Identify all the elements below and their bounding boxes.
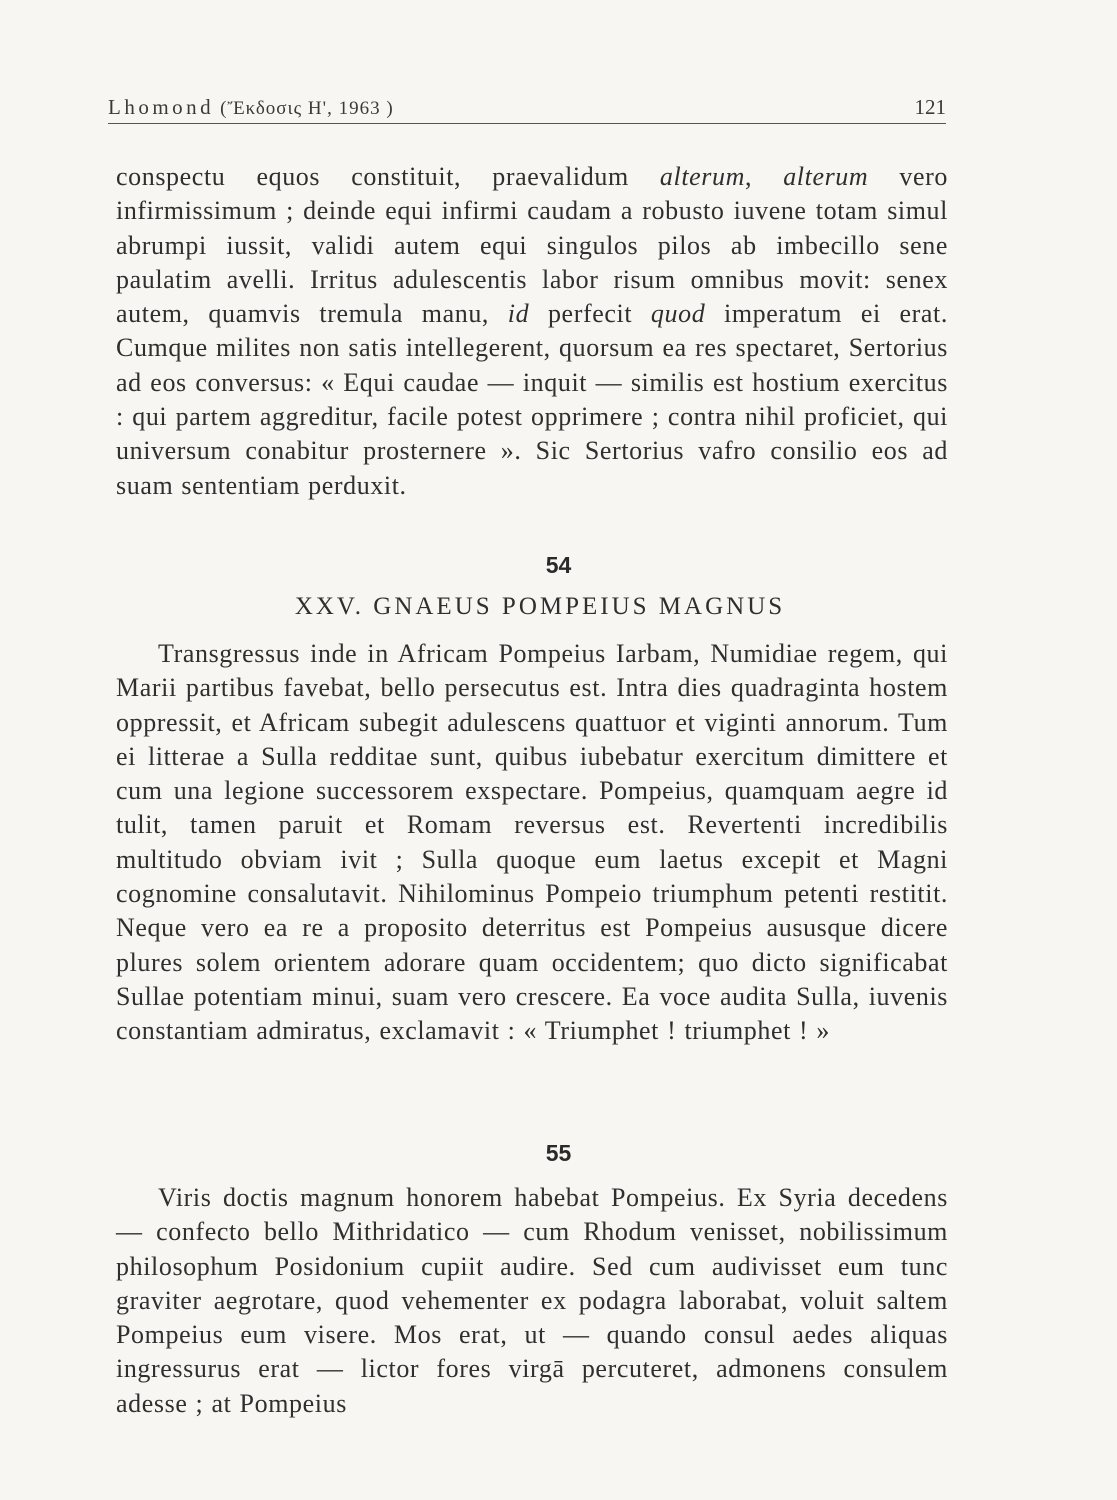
italic-word: alterum — [659, 162, 745, 191]
text-segment: conspectu equos constituit, praevalidum — [116, 162, 660, 191]
running-title-text: Lhomond — [108, 95, 215, 119]
text-segment: , — [744, 162, 784, 191]
section-54-text: Transgressus inde in Africam Pompeius Iarbam, Numidiae regem, qui Marii partibus favebat, bello persecutus est. Intra dies quadraginta hostem oppressit, et Africam subegit adulescens quattuor et viginti annorum. Tum ei litterae a Sulla redditae sunt, quibus iubebatur exercitum dimittere et cum una legione successorem exspectare. Pompeius, quamquam aegre id tulit, tamen paruit et Romam reversus est. Revertenti incredibilis multitudo obviam ivit ; Sulla quoque eum laetus excepit et Magni cognomine consalutavit. Nihilominus Pompeio triumphum petenti restitit. Neque vero ea re a proposito deterritus est Pompeius aususque dicere plures solem orientem adorare quam occidentem; quo dicto significabat Sullae potentiam minui, suam vero crescere. Ea voce audita Sulla, iuvenis constantiam admiratus, exclamavit : « Triumphet ! triumphet ! » — [116, 639, 948, 1046]
text-segment: imperatum ei erat. Cumque milites non satis intellegerent, quorsum ea res spectaret, Sertorius ad eos conversus: « Equi caudae — inquit — similis est hostium exercitus : qui partem aggreditur, facile potest opprimere ; contra nihil proficiet, qui universum conabitur prosternere ». Sic Sertorius vafro consilio eos ad suam sententiam perduxit. — [116, 299, 948, 500]
running-head — [108, 86, 946, 120]
text-segment: perfecit — [529, 299, 651, 329]
page-number: 121 — [914, 95, 946, 119]
italic-word: quod — [650, 299, 706, 329]
text-segment: vero infirmissimum ; deinde equi infirmi caudam a robusto iuvene totam simul abrumpi iussit, validi autem equi singulos pilos ab imbecillo sene paulatim avelli. Irritus adulescentis labor risum omnibus movit: senex autem, quamvis tremula manu, — [116, 162, 949, 329]
italic-word: id — [507, 299, 530, 329]
italic-word: alterum — [783, 162, 869, 191]
section-number-54: 54 — [545, 552, 572, 578]
section-53-continued — [116, 160, 948, 503]
section-number-55: 55 — [545, 1140, 572, 1166]
edition-note: (Ἔκδοσις Η', 1963 ) — [220, 98, 394, 119]
header-rule — [108, 123, 946, 124]
chapter-title: XXV. GNAEUS POMPEIUS MAGNUS — [294, 593, 786, 620]
section-55-text: Viris doctis magnum honorem habebat Pompeius. Ex Syria decedens — confecto bello Mithridatico — cum Rhodum venisset, nobilissimum philosophum Posidonium cupiit audire. Sed cum audivisset eum tunc graviter aegrotare, quod vehementer ex podagra laborabat, voluit saltem Pompeius eum visere. Mos erat, ut — quando consul aedes aliquas ingressurus erat — lictor fores virgā percuteret, admonens consulem adesse ; at Pompeius — [116, 1183, 948, 1418]
running-title — [108, 95, 394, 120]
